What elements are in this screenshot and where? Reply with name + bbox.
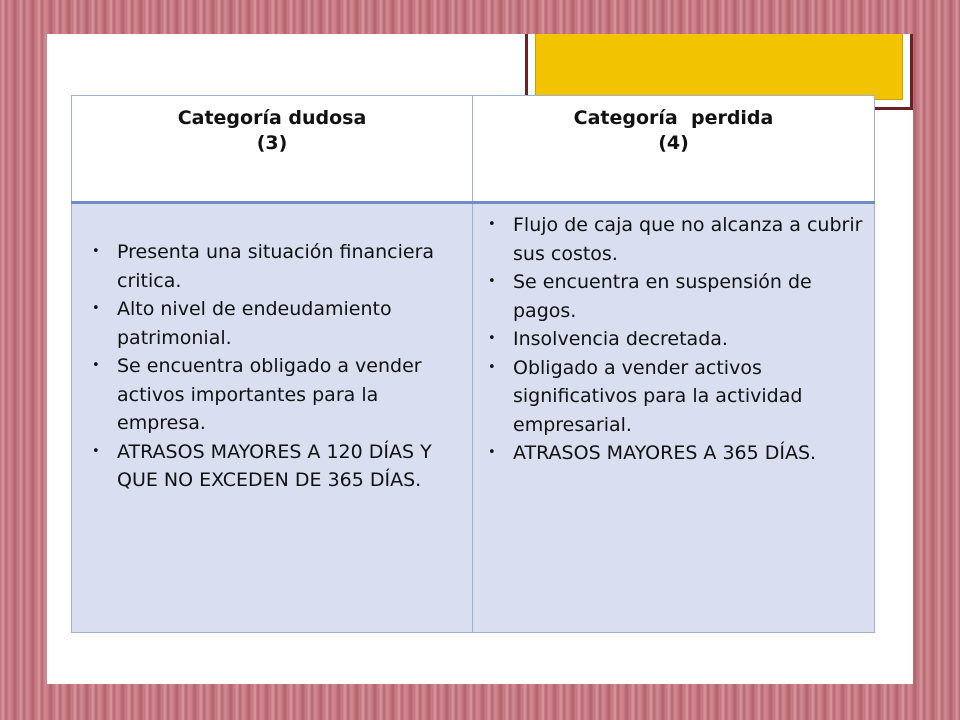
bullet-icon: • [488, 331, 496, 346]
list-item-text: Se encuentra en suspensión de pagos. [513, 271, 812, 322]
list-item [92, 438, 464, 495]
list-item-text: Se encuentra obligado a vender activos importantes para la empresa. [117, 355, 422, 434]
header-lost [473, 96, 875, 203]
bullet-icon: • [92, 443, 100, 459]
bullet-icon: • [488, 274, 496, 289]
list-item [92, 295, 464, 352]
classification-table [71, 95, 875, 633]
list-item [488, 325, 866, 354]
list-item [488, 268, 866, 325]
bullet-icon: • [488, 359, 496, 375]
list-item [92, 238, 464, 295]
list-item-text: Obligado a vender activos significativos para la actividad empresarial. [513, 356, 803, 436]
bullet-icon: • [488, 445, 496, 460]
list-item-text: Presenta una situación financiera critica. [117, 241, 435, 292]
bullet-icon: • [488, 217, 496, 232]
list-item [488, 439, 866, 468]
list-item-text: ATRASOS MAYORES A 120 DÍAS Y QUE NO EXCEDEN DE 365 DÍAS. [117, 440, 432, 491]
header-lost-title: Categoría perdida [573, 107, 774, 129]
doubtful-criteria-cell [72, 203, 473, 633]
bullet-icon: • [92, 358, 100, 373]
list-item-text: Insolvencia decretada. [513, 328, 728, 350]
header-doubtful-title: Categoría dudosa [177, 107, 367, 129]
list-item [92, 352, 464, 438]
list-item-text: Alto nivel de endeudamiento patrimonial. [117, 298, 392, 349]
doubtful-criteria-list [92, 238, 464, 495]
list-item [488, 354, 866, 440]
bullet-icon: • [92, 244, 100, 259]
header-lost-number: (4) [658, 132, 689, 154]
header-doubtful-number: (3) [256, 132, 288, 154]
lost-criteria-list [488, 211, 866, 468]
header-doubtful [72, 96, 473, 203]
list-item [488, 211, 866, 268]
title-placeholder-fill [535, 34, 903, 100]
list-item-text: ATRASOS MAYORES A 365 DÍAS. [513, 442, 817, 464]
table-body-row [72, 203, 875, 633]
list-item-text: Flujo de caja que no alcanza a cubrir sus costos. [513, 214, 863, 265]
bullet-icon: • [92, 301, 100, 316]
lost-criteria-cell [473, 203, 875, 633]
table-header-row [72, 96, 875, 203]
